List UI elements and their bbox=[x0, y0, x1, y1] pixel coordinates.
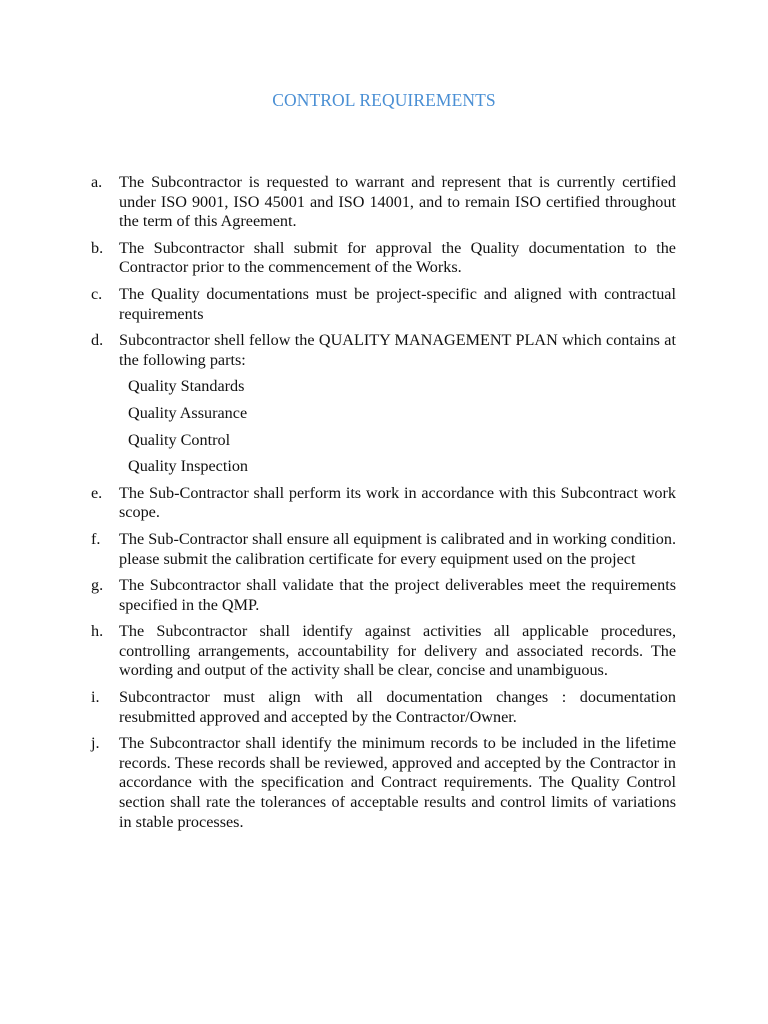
qmp-part: Quality Inspection bbox=[128, 457, 249, 476]
list-item-c bbox=[88, 285, 676, 324]
qmp-parts-list bbox=[119, 377, 676, 476]
list-marker: a. bbox=[91, 173, 103, 191]
list-item-f bbox=[88, 530, 676, 569]
list-item-e bbox=[88, 484, 676, 523]
list-marker: j. bbox=[91, 734, 100, 753]
list-item-b bbox=[88, 239, 676, 278]
list-item-text: The Sub-Contractor shall ensure all equipment is calibrated and in working condition. please submit the calibration certificate for every equipment used on the project bbox=[119, 529, 676, 568]
list-item-text: The Quality documentations must be project-specific and aligned with contractual requirements bbox=[119, 284, 676, 323]
list-marker: i. bbox=[91, 688, 100, 707]
list-item-text: Subcontractor shell fellow the QUALITY MANAGEMENT PLAN which contains at the following parts: bbox=[119, 331, 676, 369]
list-item-text: The Subcontractor shall validate that the project deliverables meet the requirements specified in the QMP. bbox=[119, 576, 676, 614]
list-marker: g. bbox=[91, 576, 104, 595]
list-item-j bbox=[88, 734, 676, 832]
list-item-text: The Subcontractor shall identify the minimum records to be included in the lifetime records. These records shall be reviewed, approved and accepted by the Contractor in accordance with the specification and Contract requirements. The Quality Control section shall rate the tolerances of acceptable results and control limits of variations in stable processes. bbox=[119, 734, 676, 831]
list-item-text: The Subcontractor shall identify against activities all applicable procedures, controlling arrangements, accountability for delivery and associated records. The wording and output of the activity shall be clear, concise and unambiguous. bbox=[119, 622, 676, 680]
list-marker: h. bbox=[91, 622, 104, 641]
list-item-d bbox=[88, 331, 676, 477]
list-marker: e. bbox=[91, 483, 103, 502]
list-item-text: The Subcontractor shall submit for approval the Quality documentation to the Contractor prior to the commencement of the Works. bbox=[119, 238, 676, 277]
list-marker: f. bbox=[91, 529, 101, 548]
requirements-list bbox=[88, 173, 676, 839]
list-item-text: The Subcontractor is requested to warrant and represent that is currently certified under ISO 9001, ISO 45001 and ISO 14001, and to remain ISO certified throughout the term of this Agreement. bbox=[119, 173, 676, 231]
list-item-h bbox=[88, 622, 676, 681]
list-marker: c. bbox=[91, 284, 103, 303]
page-title: CONTROL REQUIREMENTS bbox=[272, 90, 496, 110]
list-item-i bbox=[88, 688, 676, 727]
qmp-part: Quality Standards bbox=[128, 377, 245, 396]
list-marker: d. bbox=[91, 331, 104, 350]
list-item-text: The Sub-Contractor shall perform its work in accordance with this Subcontract work scope. bbox=[119, 483, 676, 522]
list-marker: b. bbox=[91, 238, 104, 257]
list-item-g bbox=[88, 576, 676, 615]
qmp-part: Quality Control bbox=[128, 430, 231, 449]
list-item-text: Subcontractor must align with all documentation changes : documentation resubmitted approved and accepted by the Contractor/Owner. bbox=[119, 688, 676, 726]
list-item-a bbox=[88, 173, 676, 232]
qmp-part: Quality Assurance bbox=[128, 403, 248, 422]
